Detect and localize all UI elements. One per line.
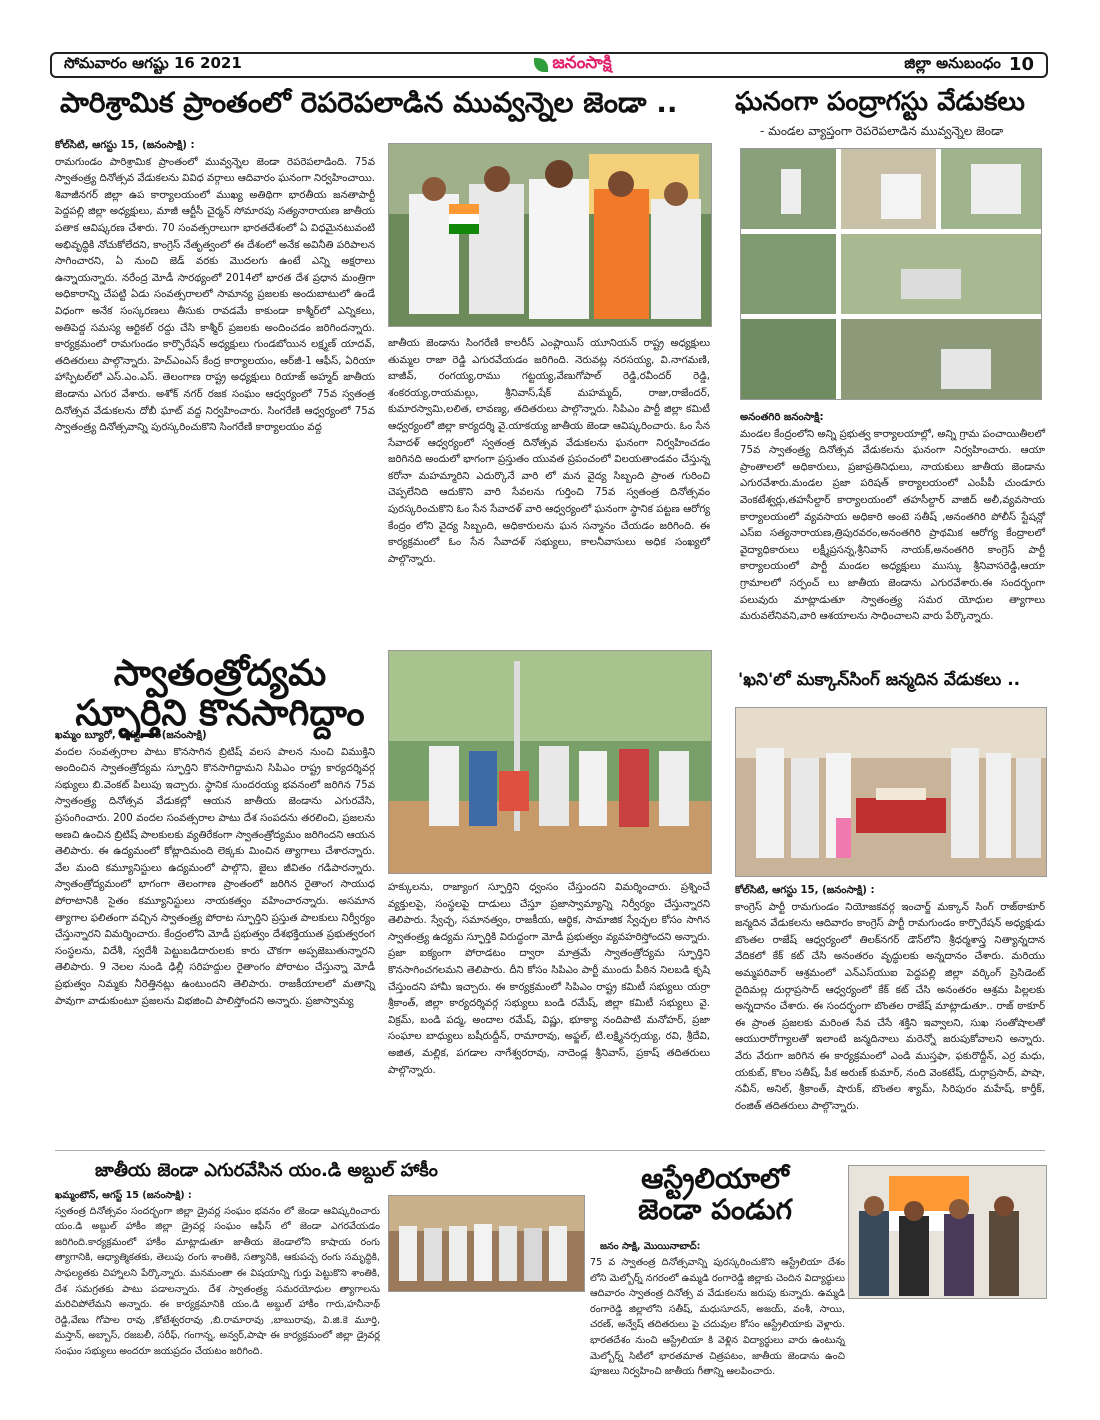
article-body-start — [600, 1239, 845, 1255]
section-divider — [55, 1150, 1045, 1151]
photo-image — [389, 144, 711, 326]
article-body: రామగుండం పారిశ్రామిక ప్రాంతంలో మువ్వన్నెల జెండా రెపరెపలాడింది. 75వ స్వాతంత్ర్య దినోత్సవ వేడుకలను వివిధ వర్గాలు ఆదివారం ఘనంగా నిర్వహించాయి. శివాజీనగర్ జిల్లా ఉప కార్యాలయంలో ముఖ్య అతిథిగా భారతీయ జనతాపార్టీ పెద్దపల్లి జిల్లా అధ్యక్షులు, మాజీ ఆర్టీసీ చైర్మన్ సోమారపు సత్యనారాయణ జాతీయ పతాక ఆవిష్కరణ చేశారు. 70 సంవత్సరాలుగా భారతదేశంలో ఏ విధమైనటువంటి అభివృద్ధికి నోచుకోలేదని, కాంగ్రెస్ నేతృత్వంలో ఈ దేశంలో అనేక అవినీతి పరిపాలన సాగించారని, ఏ నుంచి జెడ్ వరకు మొదలగు ఉంటే ఎన్ని అక్షరాలు ఉన్నాయన్నారు. నరేంద్ర మోడీ సారథ్యంలో 2014లో భారత దేశ ప్రధాన మంత్రిగా అధికారాన్ని చేపట్టి ఏడు సంవత్సరాలలో సామాన్య ప్రజలకు అందుబాటులో ఉండే విధంగా అనేక సంస్కరణలు తీసుకు రావడమే కాకుండా కాశ్మీర్‌లో ఎన్నికలు, అతిపెద్ద సమస్య ఆర్టికల్ రద్దు చేసి కాశ్మీర్ ప్రజలకు అందించడం జరిగిందన్నారు. కార్యక్రమంలో రామగుండం కార్పొరేషన్ అధ్యక్షులు గుండబోయిన లక్ష్మణ్ యాదవ్, తదితరులు పాల్గొన్నారు. హెచ్‌ఎంఎస్ కేంద్ర కార్యాలయం, ఆర్‌జీ-1 ఆఫీస్, ఏరియా హాస్పిటల్‌లో ఎస్.ఎం.ఎస్. తెలంగాణ రాష్ట్ర అధ్యక్షులు రియాజ్ అహ్మద్ జాతీయ జెండాను ఎగుర వేశారు. అశోక్ నగర్ రజక సంఘం ఆధ్వర్యంలో 75వ స్వతంత్ర దినోత్సవ వేడుకలను దోబీ ఘాట్ వద్ద నిర్వహించారు. సింగరేణి ఆధ్వర్యంలో 75వ స్వాతంత్ర్య దినోత్సవాన్ని పురస్కరించుకొని సింగరేణి కార్యాలయం వద్ద — [55, 156, 375, 434]
section-name: జిల్లా అనుబంధం — [904, 54, 1001, 72]
headline-ghananga: ఘనంగా పంద్రాగస్టు వేడుకలు — [735, 87, 1025, 117]
headline-line-2: జెండా పండుగ — [638, 1192, 792, 1226]
issue-date: సోమవారం ఆగష్టు 16 2021 — [64, 54, 242, 72]
page-number: 10 — [1008, 54, 1034, 75]
article-industrial-right — [388, 336, 710, 666]
masthead-title: జనంసాక్షి — [552, 53, 612, 73]
photo-collage — [740, 148, 1042, 400]
article-struggle-left — [55, 728, 375, 1142]
article-struggle-right — [388, 880, 710, 1142]
article-industrial-left — [55, 138, 375, 666]
page-header — [50, 52, 1048, 78]
headline-industrial: పారిశ్రామిక ప్రాంతంలో రెపరెపలాడిన మువ్వన్నెల జెండా .. — [60, 86, 678, 119]
article-body: హక్కులను, రాజ్యాంగ స్ఫూర్తిని ధ్వంసం చేస్తుందని విమర్శించారు. ప్రశ్నించే వ్యక్తులపై, సంస్థలపై దాడులు చేస్తూ ప్రజాస్వామ్యాన్ని నిర్వీర్యం చేస్తున్నారని తెలిపారు. స్వేచ్ఛ, సమానత్వం, రాజకీయ, ఆర్థిక, సామాజిక స్వేచ్ఛల కోసం సాగిన స్వాతంత్ర్య ఉద్యమ స్ఫూర్తికి విరుద్ధంగా మోడీ ప్రభుత్వం వ్యవహరిస్తోందని అన్నారు. ప్రజా ఐక్యంగా పోరాడటం ద్వారా మాత్రమే స్వాతంత్రోద్యమ స్ఫూర్తిని కొనసాగించగలమని తెలిపారు. దీని కోసం సిపిఎం పార్టీ ముందు పీఠిన నిలబడి కృషి చేస్తుందని హామీ ఇచ్చారు. ఈ కార్యక్రమంలో సిపిఎం రాష్ట్ర కమిటీ సభ్యులు యర్రా శ్రీకాంత్, జిల్లా కార్యదర్శివర్గ సభ్యులు బండి రమేష్, జిల్లా కమిటీ సభ్యులు వై. విక్రమ్, బండి పద్మ, అందాల రమేష్, విష్ణు, భూక్యా నందిపాటి మనోహర్, ప్రజా సంఘాల బాధ్యులు బషీరుద్దీన్, రామారావు, అఫ్జల్, టి.లక్ష్మినర్సయ్య, రవి, శ్రీదేవి, అజిత, మల్లిక, పగడాల నాగేశ్వరరావు, నాదెండ్ల శ్రీనివాస్, ప్రకాష్ తదితరులు పాల్గొన్నారు. — [388, 882, 710, 1076]
dateline: కోల్‌సిటి, ఆగస్టు 15, (జనంసాక్షి) : — [735, 885, 875, 896]
photo-image — [741, 149, 1041, 399]
article-khani — [735, 883, 1045, 1142]
article-body: 75 వ స్వాతంత్ర దినోత్సవాన్ని పురస్కరించుకొని ఆస్ట్రేలియా దేశం లోని మెల్బోర్న్ నగరంలో ఉమ్మడి రంగారెడ్డి జిల్లాకు చెందిన విద్యార్థులు ఆదివారం స్వాతంత్ర దినోత్స వ వేడుకలను జరుపు కున్నారు. ఉమ్మడి రంగారెడ్డి జిల్లాలోని సతీష్, మధుసూదన్, అజయ్, వంశీ, సాయి, చరణ్, అన్వేష్ తదితరులు పై చదువుల కోసం ఆస్ట్రేలియాకు వెళ్లారు. భారతదేశం నుంచి ఆస్ట్రేలియా కి వెళ్లిన విద్యార్థులు వారు ఉంటున్న మెల్బోర్న్ సిటీలో భారతమాత చిత్రపటం, జాతీయ జెండాను ఉంచి పూజలు నిర్వహించి జాతీయ గీతాన్ని ఆలపించారు. — [590, 1257, 845, 1378]
headline-australia — [600, 1164, 830, 1226]
photo-drivers-association — [388, 1195, 585, 1292]
headline-line-1: స్వాతంత్రోద్యమ — [113, 653, 327, 694]
masthead — [534, 53, 611, 77]
photo-image — [736, 708, 1046, 876]
photo-image — [389, 1196, 584, 1291]
article-body: జాతీయ జెండాను సింగరేణి కాలరీస్ ఎంప్లాయిస్ యూనియన్ రాష్ట్ర అధ్యక్షులు తుమ్మల రాజా రెడ్డి ఎగురవేయడం జరిగింది. నెరువట్ల నరసయ్య, వి.నాగమణి, బాజీవ్, రంగయ్య,రాము గట్టయ్య,వేణుగోపాల్ రెడ్డి,రవీందర్ రెడ్డి, శంకరయ్య,రాయమల్లు, శ్రీనివాస్,షేక్ మహమ్మద్, రాజు,రాజేందర్, కుమారస్వామి,లలిత, లావణ్య, తదితరులు పాల్గొన్నారు. సిపిఎం పార్టీ జిల్లా కమిటీ ఆధ్వర్యంలో జిల్లా కార్యదర్శి వై.యాకయ్య జాతీయ జెండా ఆవిష్కరించారు. ఓం సేన సేవాదళ్ ఆధ్వర్యంలో స్వతంత్ర దినోత్సవ వేడుకలను ఘనంగా నిర్వహించడం జరిగినది అందులో భాగంగా ప్రస్తుతం యువత ప్రపంచంలో విలయతాండవం చేస్తున్న కరోనా మహమ్మారిని ఎదుర్కొనే వారి లో మన వైద్య సిబ్బంది ప్రాంత గురించి చెప్పలేనిది ఆదుకొని వారి సేవలను గుర్తించి 75వ స్వతంత్ర దినోత్సవం పురస్కరించుకొని ఓం సేన సేవాదళ్ వారి ఆధ్వర్యంలో ఘనంగా స్థానిక పట్టణ ఆరోగ్య కేంద్రం లోని వైద్య సిబ్బంది, అధికారులను ఘన సన్మానం చేయడం జరిగింది. ఈ కార్యక్రమంలో ఓం సేన సేవాదళ్ సభ్యులు, కాలనీవాసులు అధిక సంఖ్యలో పాల్గొన్నారు. — [388, 338, 710, 565]
dateline: ఖమ్మం బ్యూరో, ఆగస్టు 15(జనంసాక్షి) — [55, 730, 207, 741]
headline-khani: 'ఖని'లో మక్కాన్‌సింగ్ జన్మదిన వేడుకలు .. — [738, 670, 1021, 690]
dateline: జనం సాక్షి, మొయినాబాద్: — [600, 1241, 701, 1252]
headline-struggle — [60, 648, 380, 733]
dateline: ఖమ్మంటౌన్, ఆగస్ట్ 15 (జనంసాక్షి) : — [55, 1190, 192, 1201]
photo-flag-hoisting — [388, 143, 712, 327]
article-australia — [590, 1255, 1045, 1378]
article-hakim — [55, 1188, 380, 1358]
article-body: మండల కేంద్రంలోని అన్ని ప్రభుత్వ కార్యాలయాల్లో, అన్ని గ్రామ పంచాయితీలలో 75వ స్వాతంత్ర్య దినోత్సవ వేడుకలను ఘనంగా నిర్వహించారు. ఆయా ప్రాంతాలలో అధికారులు, ప్రజాప్రతినిధులు, నాయకులు జాతీయ జెండాను ఎగురవేశారు.మండల ప్రజా పరిషత్ కార్యాలయంలో ఎంపీపీ చుండూరు వెంకటేశ్వర్లు,తహసీల్దార్ కార్యాలయంలో తహసీల్దార్ వాజిద్ అలీ,వ్యవసాయ కార్యాలయంలో వ్యవసాయ అధికారి అంటె సతీష్ ,అనంతగిరి పోలీస్ స్టేషన్లో ఎస్ఐ సత్యనారాయణ,త్రిపురవరం,అనంతగిరి ప్రాథమిక ఆరోగ్య కేంద్రాలలో వైద్యాధికారులు లక్ష్మీప్రసన్న,శ్రీనివాస్ నాయక్,అనంతగిరి కాంగ్రెస్ పార్టీ కార్యాలయంలో పార్టీ మండల అధ్యక్షులు ముస్కు శ్రీనివాసరెడ్డి,ఆయా గ్రామాలలో సర్పంచ్ లు జాతీయ జెండాను ఎగురవేశారు.ఈ సందర్భంగా పలువురు మాట్లాడుతూ స్వాతంత్ర్య సమర యోధుల త్యాగాలు మరువలేనివని,వారి ఆశయాలను సాధించాలని వారు పేర్కొన్నారు. — [740, 428, 1045, 623]
photo-cpm-flag — [388, 650, 712, 874]
page-label — [904, 54, 1034, 76]
subheadline-ghananga: - మండల వ్యాప్తంగా రెపరెపలాడిన మువ్వన్నెల జెండా — [760, 124, 1004, 138]
article-body: స్వతంత్ర దినోత్సవం సందర్భంగా జిల్లా డ్రైవర్ల సంఘం భవనం లో జెండా ఆవిష్కరించారు యం.డి అబ్దుల్ హాకీం జిల్లా డ్రైవర్ల సంఘం ఆఫీస్ లో జెండా ఎగరవేయడం జరిగింది.కార్యక్రమంలో హాకీం మాట్లాడుతూ జాతీయ జెండాలోని కాషాయ రంగు త్యాగానికి, ఆధ్యాత్మికతకు, తెలుపు రంగు శాంతికి, సత్యానికి, ఆకుపచ్చ రంగు సమృద్ధికి, సాఫల్యతకు చిహ్నాలని పేర్కొన్నారు. మనమంతా ఈ విషయాన్ని గుర్తు పెట్టుకొని శాంతికి, దేశ సమగ్రతకు పాటు పడాలన్నారు. దేశ స్వాతంత్ర్య సమరయోధుల త్యాగాలను మరిచిపోలేమని అన్నారు. ఈ కార్యక్రమానికి యం.డి అబ్దుల్ హాకీం గారు,హనీనాథ్ రెడ్డి,వేణు గోపాల రావు ,కోటేశ్వరరావు ,బి.రామారావు ,బాబురావు, వి.జి.కె మూర్తి, మస్తాన్, అబ్బాస్, రజబలీ, సరీఫ్, గంగాన్న, అన్వర్,పాషా ఈ కార్యక్రమంలో జిల్లా డ్రైవర్ల సంఘం సభ్యులు అందరూ జయప్రదం చేయటం జరిగింది. — [55, 1205, 380, 1357]
article-body: కాంగ్రెస్ పార్టీ రామగుండం నియోజకవర్గ ఇంచార్జ్ మక్కాన్ సింగ్ రాజ్‌ఠాకూర్ జన్మదిన వేడుకలను ఆదివారం కాంగ్రెస్ పార్టీ రామగుండం కార్పొరేషన్ అధ్యక్షుడు బొంతల రాజేష్ ఆధ్వర్యంలో తిలక్‌నగర్ డౌన్‌లోని శ్రీధర్మశాస్త్ర నిత్యాన్నదాన వేదికలో కేక్ కట్ చేసి అనంతరం వృద్ధులకు అన్నదానం చేశారు. మరియు అమ్మపరివార్ ఆశ్రమంలో ఎన్ఎస్‌యుఐ పెద్దపల్లి జిల్లా వర్కింగ్ ప్రెసిడెంట్ దైదిమల్ల దుర్గాప్రసాద్ ఆధ్వర్యంలో కేక్ కట్ చేసి అనంతరం ఆశ్రమ పిల్లలకు అన్నదానం చేశారు. ఈ సందర్భంగా బొంతల రాజేష్ మాట్లాడుతూ.. రాజ్ ఠాకూర్ ఈ ప్రాంత ప్రజలకు మరింత సేవ చేసే శక్తిని ఇవ్వాలని, సుఖ సంతోషాలతో ఆయురారోగ్యాలతో ఇలాంటి జన్మదినాలు మరెన్నో జరుపుకోవాలని అన్నారు. వేరు వేరుగా జరిగిన ఈ కార్యక్రమంలో ఎండి ముస్తఫా, ఫకురొద్దీన్, ఎర్ర మధు, యకుబ్, కొలం సతీష్, పీక అరుణ్ కుమార్, నంది వెంకటేష్, దుర్గాప్రసాద్, పాషా, నవీన్, అనిల్, శ్రీకాంత్, షారుక్, బొంతల శ్యామ్, సిరిపురం మహేష్, కార్తీక్, రంజిత్ తదితరులు పాల్గొన్నారు. — [735, 901, 1045, 1112]
headline-line-2: స్ఫూర్తిని కొనసాగిద్దాం — [75, 692, 365, 734]
headline-line-1: ఆస్ట్రేలియాలో — [641, 1162, 789, 1195]
article-body: వందల సంవత్సరాల పాటు కొనసాగిన బ్రిటిష్ వలస పాలన నుంచి విముక్తిని అందించిన స్వాతంత్రోద్యమ స్ఫూర్తిని కొనసాగిద్దామని సిపిఎం రాష్ట్ర కార్యదర్శివర్గ సభ్యులు బి.వెంకట్ పిలుపు ఇచ్చారు. స్థానిక సుందరయ్య భవనంలో జరిగిన 75వ స్వాతంత్ర్య దినోత్సవ వేడుకల్లో ఆయన జాతీయ జెండాను ఎగురవేసి, ప్రసంగించారు. 200 వందల సంవత్సరాల పాటు దేశ సంపదను తరలించి, ప్రజలను అణచి ఉంచిన బ్రిటిష్ పాలకులకు వ్యతిరేకంగా స్వాతంత్రోద్యమం జరిగిందని ఆయన తెలిపారు. ఈ ఉద్యమంలో కోట్లాదిమంది లెక్కకు మించిన త్యాగాలు చేశారన్నారు. వేల మంది కమ్యూనిస్టులు ఉద్యమంలో పాల్గొని, జైలు జీవితం గడిపారన్నారు. స్వాతంత్రోద్యమంలో భాగంగా తెలంగాణ ప్రాంతంలో జరిగిన రైతాంగ సాయుధ పోరాటానికి సైతం కమ్యూనిస్టులు నాయకత్వం వహించారన్నారు. అసమాన త్యాగాల ఫలితంగా వచ్చిన స్వాతంత్ర్య పోరాట స్ఫూర్తిని ప్రస్తుత పాలకులు నిర్వీర్యం చేస్తున్నారని విమర్శించారు. కేంద్రంలోని మోడీ ప్రభుత్వం దేశభక్తియుత ప్రభుత్వరంగ సంస్థలను, విదేశీ, స్వదేశీ పెట్టుబడిదారులకు కారు చౌకగా అప్పజెబుతున్నారని తెలిపారు. 9 నెలల నుండి ఢిల్లీ సరిహద్దుల రైతాంగం పోరాటం చేస్తున్నా మోడీ ప్రభుత్వం నిమ్మకు నీరెత్తినట్లు ఉంటుందని తెలిపారు. రాజకీయాలలో మతాన్ని పావుగా వాడుకుంటూ ప్రజలను విభజించి పాలిస్తోందని అన్నారు. ప్రజాస్వామ్య — [55, 746, 375, 1007]
dateline: అనంతగిరి జనంసాక్షి: — [740, 412, 824, 423]
masthead-logo-icon — [534, 58, 548, 72]
headline-hakim: జాతీయ జెండా ఎగురవేసిన యం.డి అబ్దుల్ హాకీం — [95, 1160, 438, 1181]
photo-birthday — [735, 707, 1047, 877]
article-ghananga — [740, 410, 1045, 666]
photo-image — [389, 651, 711, 873]
dateline: కోల్‌సిటి, ఆగస్టు 15, (జనంసాక్షి) : — [55, 140, 195, 151]
